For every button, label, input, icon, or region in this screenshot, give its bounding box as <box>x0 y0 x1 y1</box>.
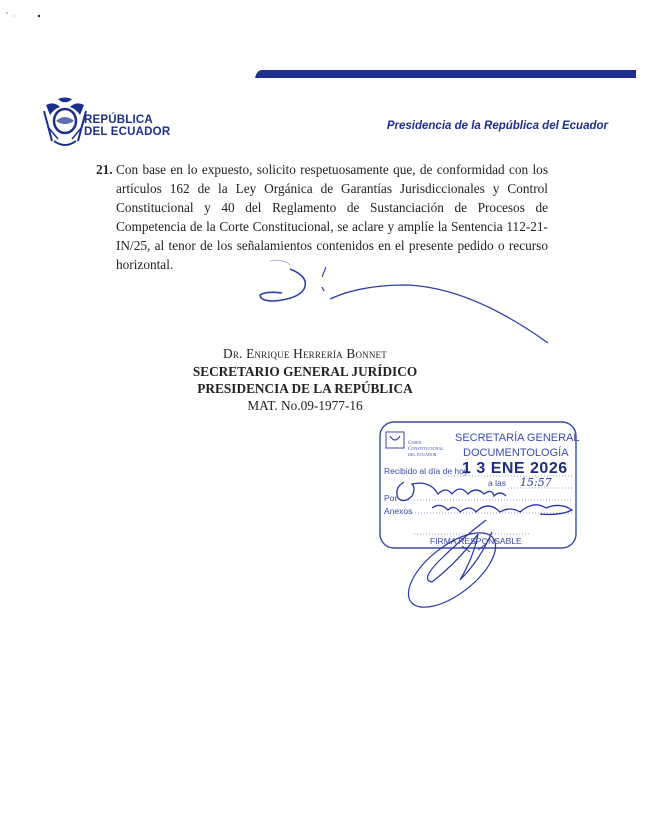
stamp-heading-secretaria: SECRETARÍA GENERAL <box>455 432 580 444</box>
paragraph-text: Con base en lo expuesto, solicito respetuosamente que, de conformidad con los artículos 162 de la Ley Orgánica de Garantías Jurisdiccionales y Control Constitucional y 40 del Reglamento de Sustanciación de Procesos de Competencia de la Corte Constitucional, se aclare y amplíe la Sentencia 112-21-IN/25, al tenor de los señalamientos contenidos en el presente pedido o recurso horizontal. <box>116 162 548 272</box>
stamp-by-label: Por <box>384 493 398 503</box>
stamp-time-value: 15:57 <box>520 476 552 489</box>
stamp-received-date: 1 3 ENE 2026 <box>462 460 568 477</box>
header-republica-line1: REPÚBLICA <box>84 114 153 126</box>
stamp-received-label: Recibido al día de hoy. <box>384 466 470 476</box>
stamp-court-logo-text: Corte Constitucional del ecuador <box>408 440 444 458</box>
signer-name: Dr. Enrique Herrería Bonnet <box>223 346 387 361</box>
stamp-signature-label: FIRMA RESPONSABLE <box>430 536 522 546</box>
signer-position: SECRETARIO GENERAL JURÍDICO <box>192 364 418 379</box>
header-presidencia-title: Presidencia de la República del Ecuador <box>386 120 608 132</box>
stamp-annexes-label: Anexos <box>384 506 413 516</box>
header-republica-line2: DEL ECUADOR <box>84 126 171 138</box>
signer-registration-number: MAT. No.09-1977-16 <box>247 398 363 413</box>
signer-institution: PRESIDENCIA DE LA REPÚBLICA <box>197 381 413 396</box>
paragraph-number: 21. <box>96 162 113 177</box>
stamp-heading-documentologia: DOCUMENTOLOGÍA <box>463 447 569 459</box>
stamp-time-label: a las <box>488 478 506 488</box>
